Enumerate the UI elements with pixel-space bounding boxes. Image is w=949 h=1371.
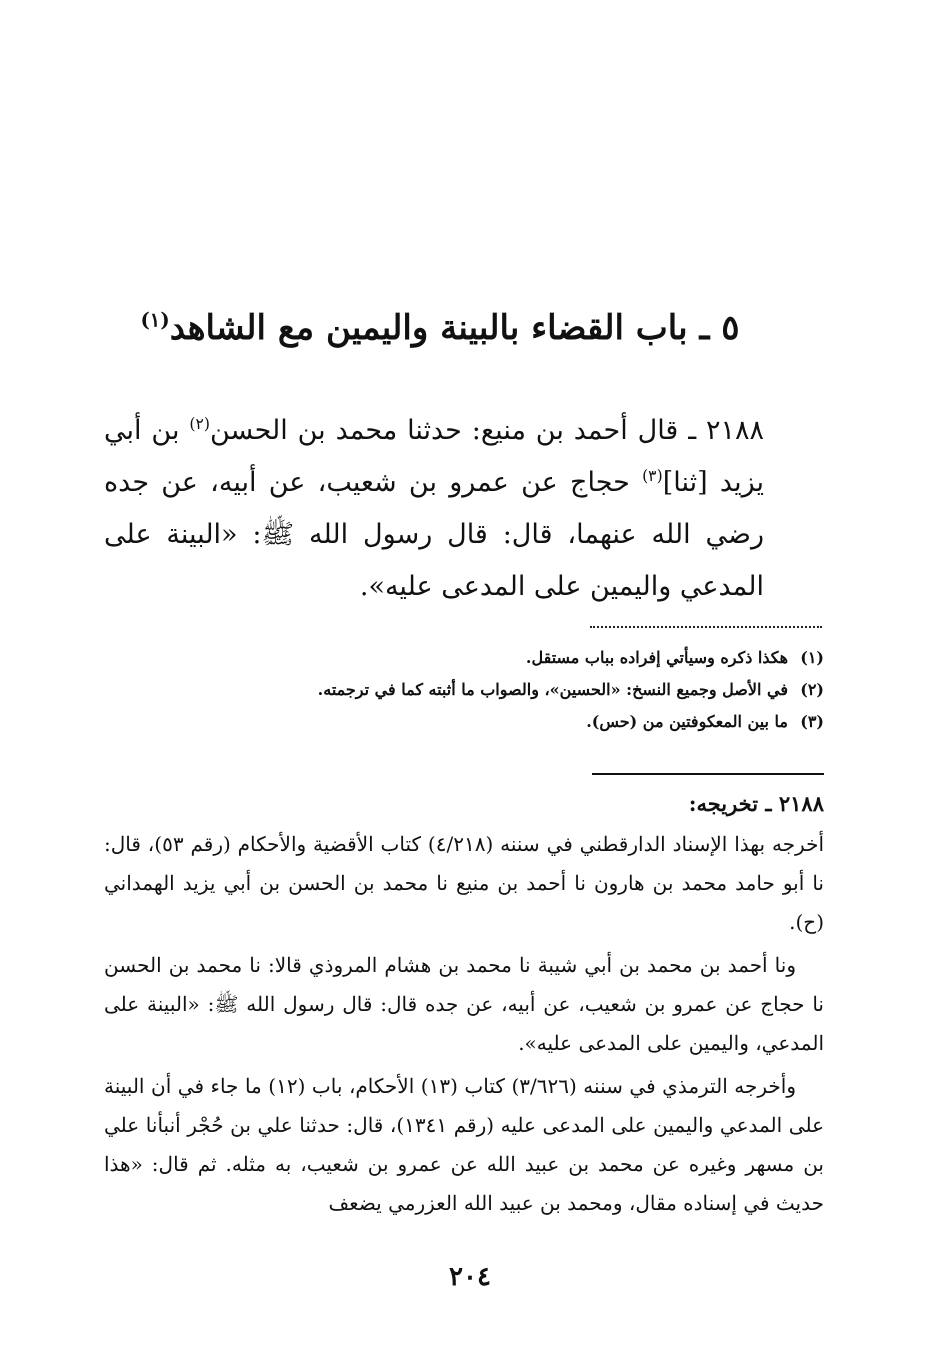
page-number: ٢٠٤ [449,1262,491,1292]
footnote-ref-1: (١) [140,307,170,332]
footnote-text: هكذا ذكره وسيأتي إفراده بباب مستقل. [525,648,788,667]
footnote-number: (١) [800,648,824,667]
hadith-text [104,405,764,613]
hadith-part-2: بن أبي يزيد [ثنا] [104,415,765,498]
takhrij-section [104,825,824,1227]
footnote-text: ما بين المعكوفتين من (حس). [586,712,788,731]
takhrij-paragraph: ونا أحمد بن محمد بن أبي شيبة نا محمد بن هشام المروذي قالا: نا محمد بن الحسن نا حجاج عن عمرو بن شعيب، عن أبيه، عن جده قال: قال رسول الله ﷺ: «البينة على المدعي، واليمين على المدعى عليه». [104,953,824,1055]
footnote-ref-3: (٣) [642,466,663,485]
chapter-title-text: ٥ ـ باب القضاء بالبينة واليمين مع الشاهد [169,308,740,348]
footnote-item [104,706,824,738]
footnote-item [104,642,824,674]
footnote-item [104,674,824,706]
takhrij-paragraph: وأخرجه الترمذي في سننه (٣/٦٢٦) كتاب (١٣) الأحكام، باب (١٢) ما جاء في أن البينة على المدعي واليمين على المدعى عليه (رقم ١٣٤١)، قال: حدثنا علي بن حُجْر أنبأنا علي بن مسهر وغيره عن محمد بن عبيد الله عن عمرو بن شعيب، به مثله. ثم قال: «هذا حديث في إسناده مقال، ومحمد بن عبيد الله العزرمي يضعف [104,1074,824,1215]
chapter-title [120,308,760,348]
footnote-number: (٣) [800,712,824,731]
hadith-part-3: حجاج عن عمرو بن شعيب، عن أبيه، عن جده رضي الله عنهما، قال: قال رسول الله ﷺ: «البينة على المدعي واليمين على المدعى عليه». [104,467,764,602]
footnote-number: (٢) [800,680,824,699]
footnote-separator [590,626,822,628]
footnote-text: في الأصل وجميع النسخ: «الحسين»، والصواب ما أثبته كما في ترجمته. [317,680,788,699]
hadith-paragraph [104,405,764,613]
hadith-part-1: ٢١٨٨ ـ قال أحمد بن منيع: حدثنا محمد بن الحسن [209,415,764,446]
takhrij-paragraph: أخرجه بهذا الإسناد الدارقطني في سننه (٤/٢١٨) كتاب الأقضية والأحكام (رقم ٥٣)، قال: نا أبو حامد محمد بن هارون نا أحمد بن منيع نا محمد بن الحسن بن أبي يزيد الهمداني (ح). [104,832,825,934]
footnotes [104,642,824,738]
takhrij-heading: ٢١٨٨ ـ تخريجه: [688,791,824,816]
footnote-ref-2: (٢) [189,414,210,433]
takhrij-separator [592,773,824,775]
